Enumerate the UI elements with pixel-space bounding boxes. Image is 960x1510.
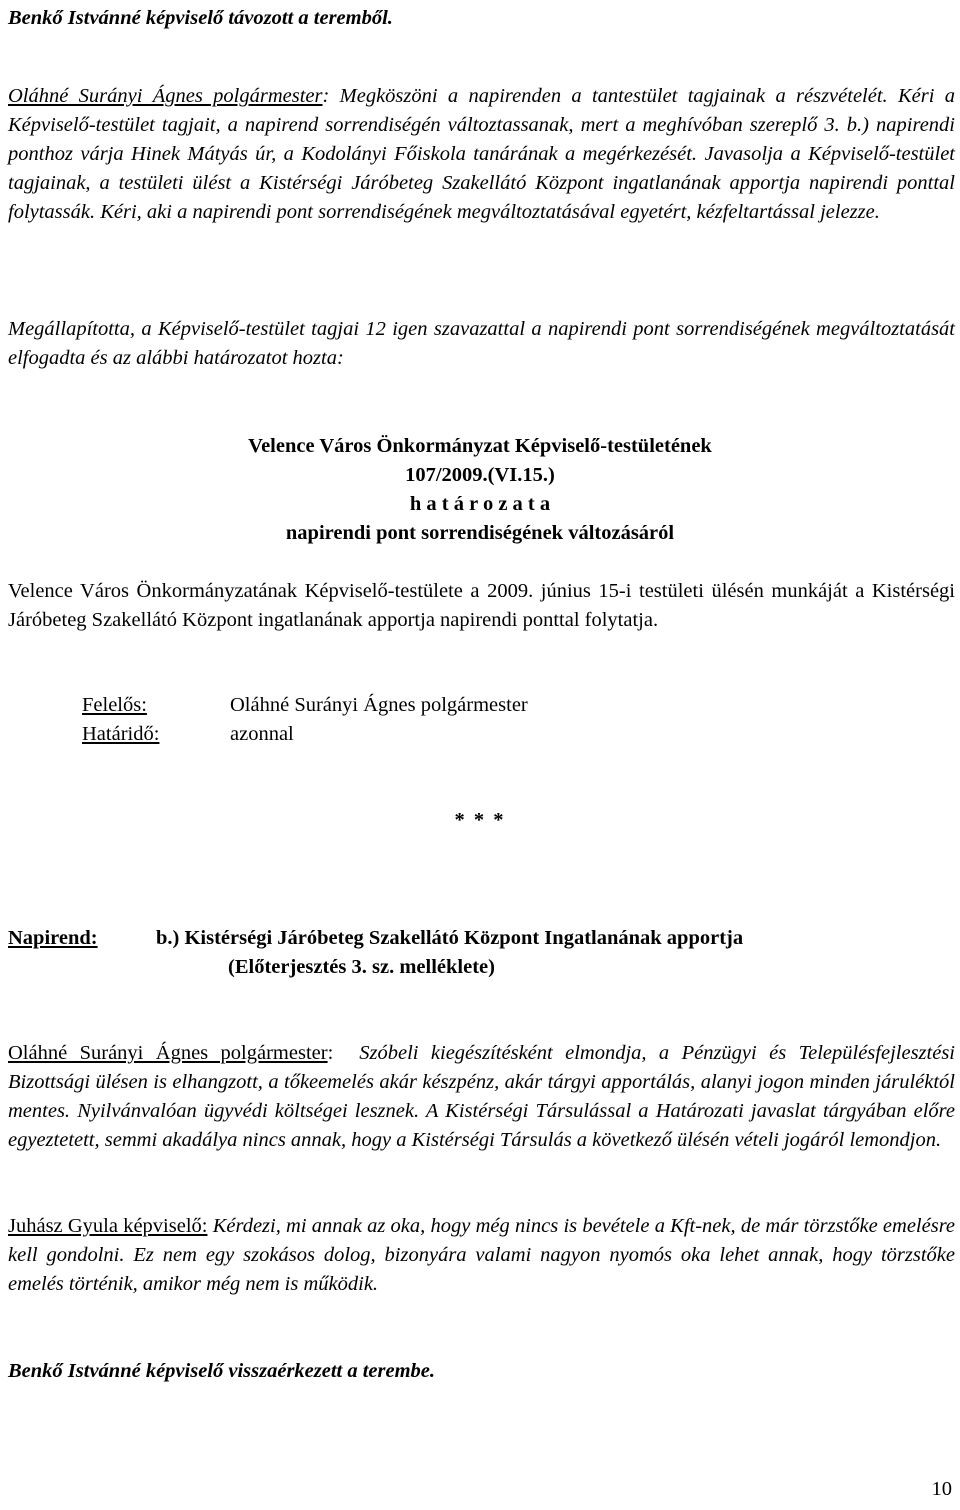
bottom-note: Benkő Istvánné képviselő visszaérkezett a terembe. <box>8 1360 436 1382</box>
resolution-title: Velence Város Önkormányzat Képviselő-testületének <box>248 435 712 457</box>
agenda-label: Napirend: <box>8 927 98 949</box>
speaker3-name: Juhász Gyula képviselő: <box>8 1215 208 1237</box>
resolution-number: 107/2009.(VI.15.) <box>405 464 555 486</box>
deadline-label: Határidő: <box>82 723 160 745</box>
resolution-body: Velence Város Önkormányzatának Képviselő-testülete a 2009. június 15-i testületi ülésén munkáját a Kistérségi Járóbeteg Szakellátó Központ ingatlanának apportja napirendi ponttal folytatja. <box>8 580 955 631</box>
responsible-label: Felelős: <box>82 694 147 716</box>
resolution-subject: napirendi pont sorrendiségének változásáról <box>285 522 675 544</box>
speaker2-paragraph <box>8 1039 955 1155</box>
speaker2-text: Szóbeli kiegészítésként elmondja, a Pénzügyi és Településfejlesztési Bizottsági ülésen is elhangzott, a tőkeemelés akár készpénz, akár tárgyi apportálás, alanyi jogon minden járuléktól mentes. Nyilvánvalóan ügyvédi költségei lesznek. A Kistérségi Társulással a Határozati javaslat tárgyában előre egyeztetett, semmi akadálya nincs annak, hogy a Kistérségi Társulás a következő ülésén vételi jogáról lemondjon. <box>8 1042 955 1151</box>
speaker2-name: Oláhné Surányi Ágnes polgármester <box>8 1042 328 1064</box>
page-number: 10 <box>931 1478 952 1500</box>
speaker3-text: Kérdezi, mi annak az oka, hogy még nincs is bevétele a Kft-nek, de már törzstőke emelésre kell gondolni. Ez nem egy szokásos dolog, bizonyára valami nagyon nyomós oka lehet annak, hogy törzstőke emelés történik, amikor még nem is működik. <box>8 1215 956 1295</box>
speaker1-name: Oláhné Surányi Ágnes polgármester <box>8 85 323 107</box>
speaker2-colon: : <box>327 1042 334 1064</box>
resolution-heading: h a t á r o z a t a <box>409 493 551 515</box>
agenda-title-line2: (Előterjesztés 3. sz. melléklete) <box>228 956 495 978</box>
responsible-value: Oláhné Surányi Ágnes polgármester <box>230 694 528 716</box>
finding-paragraph: Megállapította, a Képviselő-testület tagjai 12 igen szavazattal a napirendi pont sorrendiségének megváltoztatását elfogadta és az alábbi határozatot hozta: <box>8 318 955 369</box>
speaker3-paragraph <box>8 1212 955 1299</box>
speaker1-text: : Megköszöni a napirenden a tantestület tagjainak a részvételét. Kéri a Képviselő-testület tagjait, a napirend sorrendiségén változtassanak, mert a meghívóban szereplő 3. b.) napirendi ponthoz várja Hinek Mátyás úr, a Kodolányi Főiskola tanárának a megérkezését. Javasolja a Képviselő-testület tagjainak, a testületi ülést a Kistérségi Járóbeteg Szakellátó Központ ingatlanának apportja napirendi ponttal folytassák. Kéri, aki a napirendi pont sorrendiségének megváltoztatásával egyetért, kézfeltartással jelezze. <box>8 85 955 223</box>
top-note: Benkő Istvánné képviselő távozott a teremből. <box>8 7 393 29</box>
agenda-title-line1: b.) Kistérségi Járóbeteg Szakellátó Központ Ingatlanának apportja <box>156 927 744 949</box>
speaker1-paragraph <box>8 82 955 227</box>
deadline-value: azonnal <box>230 723 294 745</box>
separator: * * * <box>454 809 506 831</box>
